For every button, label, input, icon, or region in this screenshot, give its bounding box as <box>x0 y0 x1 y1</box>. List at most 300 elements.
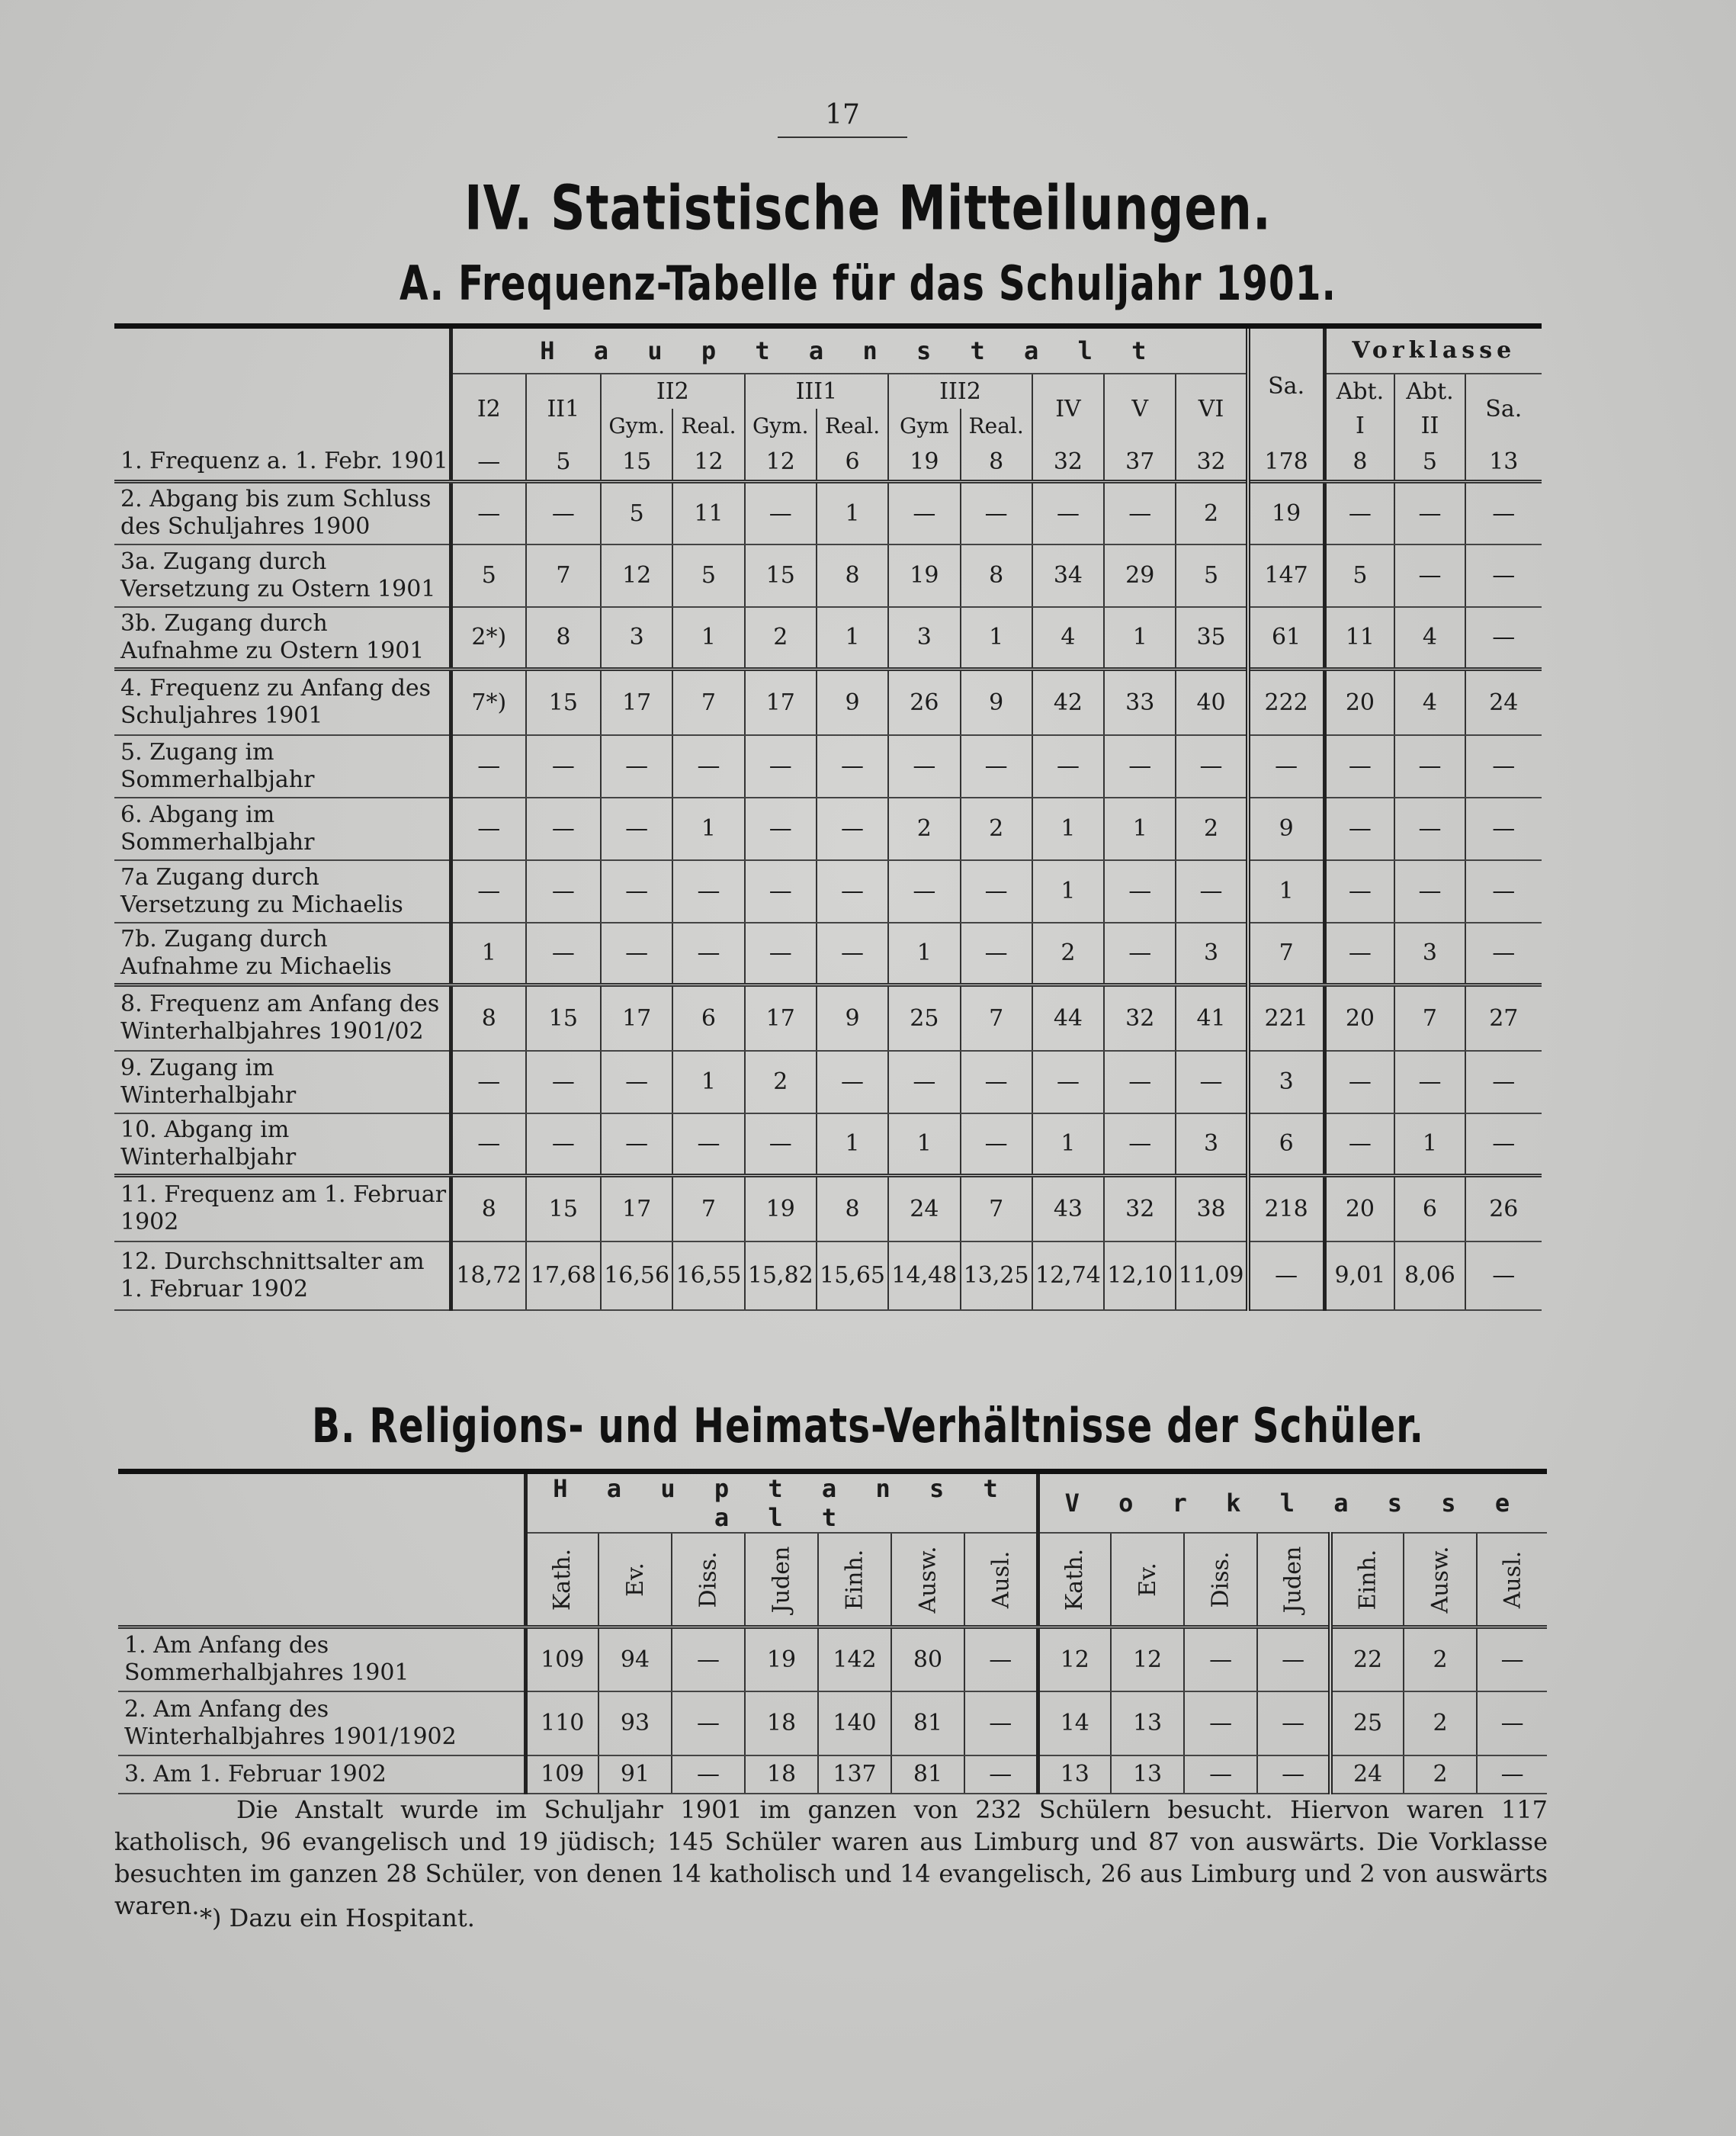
table-cell: 19 <box>745 1627 818 1691</box>
table-cell: 27 <box>1465 985 1542 1051</box>
table-cell: — <box>672 735 744 798</box>
table-cell: — <box>1184 1691 1257 1755</box>
table-cell: 5 <box>1176 544 1247 607</box>
table-cell: 1 <box>1248 860 1324 923</box>
table-cell: — <box>817 1051 888 1113</box>
table-cell: — <box>964 1755 1038 1794</box>
table-cell: — <box>745 860 817 923</box>
table-cell: — <box>451 798 525 860</box>
table-cell: — <box>1324 860 1394 923</box>
table-cell: 24 <box>1465 670 1542 735</box>
table-cell: 41 <box>1176 985 1247 1051</box>
table-cell: — <box>1465 544 1542 607</box>
table-cell: — <box>1104 860 1176 923</box>
table-cell: — <box>526 1051 601 1113</box>
table-cell: — <box>601 923 672 985</box>
table-cell: 15 <box>745 544 817 607</box>
table-cell: 1 <box>888 1113 960 1176</box>
table-row <box>114 735 1542 798</box>
row-label: 6. Abgang im Sommerhalbjahr <box>114 798 451 860</box>
row-label: 1. Frequenz a. 1. Febr. 1901 <box>114 444 451 482</box>
table-cell: — <box>601 860 672 923</box>
table-cell: — <box>817 735 888 798</box>
table-cell: — <box>1032 482 1104 544</box>
col-iii2: III2 <box>888 374 1032 409</box>
row-label: 7b. Zugang durch Aufnahme zu Michaelis <box>114 923 451 985</box>
table-cell: — <box>672 1113 744 1176</box>
table-cell: 91 <box>598 1755 672 1794</box>
table-cell: — <box>1324 798 1394 860</box>
table-cell: — <box>961 735 1032 798</box>
col-b-header <box>964 1533 1038 1627</box>
table-cell: 1 <box>961 607 1032 670</box>
table-cell: — <box>1176 1051 1247 1113</box>
table-cell: 5 <box>451 544 525 607</box>
table-cell: — <box>1465 1113 1542 1176</box>
table-cell: 15 <box>601 444 672 482</box>
table-b-corner <box>118 1472 525 1627</box>
table-cell: 8 <box>961 544 1032 607</box>
table-cell: — <box>1104 482 1176 544</box>
table-cell: 81 <box>891 1755 964 1794</box>
col-b-header-text: Juden <box>1279 1546 1307 1613</box>
row-label: 4. Frequenz zu Anfang des Schuljahres 1901 <box>114 670 451 735</box>
table-cell: — <box>1394 798 1465 860</box>
table-row <box>114 607 1542 670</box>
table-cell: 17 <box>601 670 672 735</box>
table-b-group-header <box>118 1472 1547 1534</box>
table-cell: 17,68 <box>526 1241 601 1310</box>
table-cell: — <box>1465 923 1542 985</box>
table-cell: 18 <box>745 1755 818 1794</box>
table-cell: 6 <box>817 444 888 482</box>
table-cell: — <box>451 444 525 482</box>
table-cell: 19 <box>888 444 960 482</box>
col-b-header <box>598 1533 672 1627</box>
table-cell: 8 <box>526 607 601 670</box>
table-cell: 1 <box>817 1113 888 1176</box>
table-cell: 43 <box>1032 1176 1104 1241</box>
footnote: *) Dazu ein Hospitant. <box>200 1903 475 1932</box>
table-cell: 7 <box>672 1176 744 1241</box>
table-cell: 17 <box>745 985 817 1051</box>
col-b-header <box>891 1533 964 1627</box>
col-b-header-text: Kath. <box>549 1548 576 1611</box>
row-label: 3b. Zugang durch Aufnahme zu Ostern 1901 <box>114 607 451 670</box>
table-row <box>118 1691 1547 1755</box>
table-cell: 2 <box>745 607 817 670</box>
table-cell: — <box>601 1051 672 1113</box>
table-cell: — <box>1176 735 1247 798</box>
table-cell: — <box>1104 1113 1176 1176</box>
table-cell: 11 <box>672 482 744 544</box>
table-cell: 13 <box>1038 1755 1111 1794</box>
table-cell: 26 <box>888 670 960 735</box>
table-cell: — <box>1248 735 1324 798</box>
table-cell: 178 <box>1248 444 1324 482</box>
table-cell: — <box>1324 1113 1394 1176</box>
table-cell: 13 <box>1111 1755 1184 1794</box>
table-cell: — <box>672 1755 745 1794</box>
col-abt1-num: I <box>1324 409 1394 444</box>
col-iii2-gym: Gym <box>888 409 960 444</box>
table-cell: 40 <box>1176 670 1247 735</box>
group-b-vorklasse: V o r k l a s s e <box>1038 1472 1547 1534</box>
table-cell: 2 <box>1176 482 1247 544</box>
table-row <box>114 1051 1542 1113</box>
col-b-header <box>818 1533 891 1627</box>
table-cell: 1 <box>672 607 744 670</box>
table-cell: — <box>817 860 888 923</box>
table-cell: 7 <box>526 544 601 607</box>
table-cell: — <box>745 735 817 798</box>
table-cell: — <box>672 860 744 923</box>
table-cell: 218 <box>1248 1176 1324 1241</box>
table-cell: 5 <box>1394 444 1465 482</box>
table-cell: — <box>451 1113 525 1176</box>
table-cell: 9 <box>1248 798 1324 860</box>
table-cell: — <box>1477 1755 1547 1794</box>
table-cell: — <box>1394 482 1465 544</box>
table-cell: 15 <box>526 1176 601 1241</box>
row-label: 10. Abgang im Winterhalbjahr <box>114 1113 451 1176</box>
col-iii1-real: Real. <box>817 409 888 444</box>
col-vi: VI <box>1176 374 1247 444</box>
table-cell: — <box>451 482 525 544</box>
col-b-header <box>1330 1533 1404 1627</box>
col-vsa: Sa. <box>1465 374 1542 444</box>
group-vorklasse: Vorklasse <box>1324 326 1542 374</box>
table-row <box>114 923 1542 985</box>
table-cell: 137 <box>818 1755 891 1794</box>
table-cell: 4 <box>1394 607 1465 670</box>
table-cell: 2 <box>1032 923 1104 985</box>
table-cell: 34 <box>1032 544 1104 607</box>
table-row <box>114 482 1542 544</box>
table-cell: 4 <box>1032 607 1104 670</box>
table-cell: 7 <box>1248 923 1324 985</box>
table-row <box>118 1755 1547 1794</box>
table-cell: — <box>1465 798 1542 860</box>
row-label: 1. Am Anfang des Sommerhalbjahres 1901 <box>118 1627 525 1691</box>
group-b-hauptanstalt: H a u p t a n s t a l t <box>525 1472 1038 1534</box>
table-cell: 1 <box>817 607 888 670</box>
table-cell: 5 <box>1324 544 1394 607</box>
col-iii2-real: Real. <box>961 409 1032 444</box>
table-cell: 1 <box>1032 860 1104 923</box>
table-cell: — <box>672 1627 745 1691</box>
col-b-header-text: Ausw. <box>914 1545 942 1614</box>
table-cell: 17 <box>745 670 817 735</box>
table-cell: 16,55 <box>672 1241 744 1310</box>
table-cell: 15 <box>526 985 601 1051</box>
table-cell: 147 <box>1248 544 1324 607</box>
table-cell: — <box>1394 1051 1465 1113</box>
table-row <box>114 1113 1542 1176</box>
table-cell: — <box>1324 482 1394 544</box>
table-cell: 15,82 <box>745 1241 817 1310</box>
table-row <box>114 985 1542 1051</box>
col-b-header <box>672 1533 745 1627</box>
table-a-body <box>114 444 1542 1310</box>
table-cell: 20 <box>1324 670 1394 735</box>
row-label: 11. Frequenz am 1. Februar 1902 <box>114 1176 451 1241</box>
table-cell: 16,56 <box>601 1241 672 1310</box>
table-cell: — <box>745 798 817 860</box>
table-cell: — <box>888 1051 960 1113</box>
table-cell: — <box>1465 1051 1542 1113</box>
table-cell: — <box>451 1051 525 1113</box>
table-cell: — <box>1465 607 1542 670</box>
table-cell: 13 <box>1111 1691 1184 1755</box>
table-cell: — <box>1465 1241 1542 1310</box>
table-cell: — <box>961 923 1032 985</box>
table-cell: 3 <box>601 607 672 670</box>
table-cell: 26 <box>1465 1176 1542 1241</box>
table-a-group-header <box>114 326 1542 374</box>
table-cell: 17 <box>601 1176 672 1241</box>
table-cell: 4 <box>1394 670 1465 735</box>
row-label: 3a. Zugang durch Versetzung zu Ostern 1901 <box>114 544 451 607</box>
table-cell: 8 <box>817 544 888 607</box>
table-cell: 19 <box>745 1176 817 1241</box>
table-row <box>114 444 1542 482</box>
table-cell: 38 <box>1176 1176 1247 1241</box>
table-cell: 12 <box>672 444 744 482</box>
table-cell: — <box>451 860 525 923</box>
col-b-header-text: Einh. <box>1354 1549 1381 1610</box>
page-number: 17 <box>778 99 907 138</box>
table-cell: 2 <box>745 1051 817 1113</box>
table-cell: — <box>961 860 1032 923</box>
col-b-header <box>525 1533 598 1627</box>
table-cell: 5 <box>526 444 601 482</box>
table-cell: 24 <box>1330 1755 1404 1794</box>
table-cell: 1 <box>1032 1113 1104 1176</box>
table-cell: 3 <box>1176 923 1247 985</box>
table-cell: — <box>526 860 601 923</box>
table-cell: 2 <box>1176 798 1247 860</box>
table-cell: — <box>1465 860 1542 923</box>
table-cell: 3 <box>1248 1051 1324 1113</box>
table-cell: 1 <box>888 923 960 985</box>
col-ii1: II1 <box>526 374 601 444</box>
table-row <box>118 1627 1547 1691</box>
row-label: 5. Zugang im Sommerhalbjahr <box>114 735 451 798</box>
col-ii2: II2 <box>601 374 745 409</box>
col-sa: Sa. <box>1248 326 1324 444</box>
table-cell: — <box>451 735 525 798</box>
table-cell: — <box>961 482 1032 544</box>
table-cell: — <box>1176 860 1247 923</box>
table-cell: 1 <box>672 798 744 860</box>
table-cell: — <box>888 860 960 923</box>
table-cell: — <box>1257 1627 1330 1691</box>
table-cell: 1 <box>1104 607 1176 670</box>
table-cell: 81 <box>891 1691 964 1755</box>
table-cell: 5 <box>672 544 744 607</box>
col-b-header <box>745 1533 818 1627</box>
table-cell: — <box>1477 1627 1547 1691</box>
table-cell: 12,10 <box>1104 1241 1176 1310</box>
table-cell: — <box>964 1627 1038 1691</box>
table-cell: 7 <box>961 1176 1032 1241</box>
table-cell: 29 <box>1104 544 1176 607</box>
col-b-header <box>1477 1533 1547 1627</box>
col-ii2-real: Real. <box>672 409 744 444</box>
col-abt1: Abt. <box>1324 374 1394 409</box>
table-cell: — <box>1324 923 1394 985</box>
summary-paragraph <box>114 1794 1548 1922</box>
table-cell: 20 <box>1324 985 1394 1051</box>
table-cell: — <box>601 735 672 798</box>
table-cell: — <box>1184 1755 1257 1794</box>
table-cell: 8 <box>817 1176 888 1241</box>
table-cell: 7 <box>961 985 1032 1051</box>
table-cell: 12 <box>745 444 817 482</box>
table-cell: 8 <box>451 1176 525 1241</box>
table-cell: 32 <box>1032 444 1104 482</box>
table-cell: 35 <box>1176 607 1247 670</box>
row-label: 12. Durchschnittsalter am 1. Februar 1902 <box>114 1241 451 1310</box>
table-cell: — <box>745 923 817 985</box>
table-cell: 5 <box>601 482 672 544</box>
table-cell: — <box>601 1113 672 1176</box>
table-cell: — <box>1184 1627 1257 1691</box>
table-cell: 42 <box>1032 670 1104 735</box>
table-cell: 1 <box>451 923 525 985</box>
table-cell: — <box>1104 1051 1176 1113</box>
table-cell: 13 <box>1465 444 1542 482</box>
table-cell: 22 <box>1330 1627 1404 1691</box>
table-cell: 13,25 <box>961 1241 1032 1310</box>
table-cell: 11,09 <box>1176 1241 1247 1310</box>
main-title: IV. Statistische Mitteilungen. <box>464 172 1272 245</box>
col-b-header <box>1257 1533 1330 1627</box>
table-cell: 1 <box>1394 1113 1465 1176</box>
table-cell: 37 <box>1104 444 1176 482</box>
table-cell: — <box>961 1113 1032 1176</box>
table-cell: 3 <box>1394 923 1465 985</box>
table-row <box>114 670 1542 735</box>
col-b-header-text: Ev. <box>1134 1562 1161 1597</box>
table-cell: — <box>1104 735 1176 798</box>
table-cell: — <box>526 482 601 544</box>
table-cell: 2 <box>961 798 1032 860</box>
table-cell: — <box>1394 735 1465 798</box>
row-label: 9. Zugang im Winterhalbjahr <box>114 1051 451 1113</box>
table-cell: 14 <box>1038 1691 1111 1755</box>
col-abt2-num: II <box>1394 409 1465 444</box>
col-b-header <box>1038 1533 1111 1627</box>
group-hauptanstalt: H a u p t a n s t a l t <box>451 326 1247 374</box>
table-cell: 142 <box>818 1627 891 1691</box>
table-row <box>114 798 1542 860</box>
table-cell: 2 <box>1404 1627 1477 1691</box>
col-iv: IV <box>1032 374 1104 444</box>
row-label: 7a Zugang durch Versetzung zu Michaelis <box>114 860 451 923</box>
table-cell: — <box>672 1691 745 1755</box>
table-cell: 6 <box>672 985 744 1051</box>
section-b-title: B. Religions- und Heimats-Verhältnisse der Schüler. <box>312 1398 1424 1453</box>
table-cell: 2 <box>1404 1755 1477 1794</box>
table-cell: 1 <box>817 482 888 544</box>
table-cell: 15 <box>526 670 601 735</box>
table-cell: 222 <box>1248 670 1324 735</box>
table-cell: — <box>1324 1051 1394 1113</box>
col-b-header <box>1111 1533 1184 1627</box>
table-cell: 2 <box>888 798 960 860</box>
table-cell: — <box>817 798 888 860</box>
table-a-corner <box>114 326 451 444</box>
table-cell: 94 <box>598 1627 672 1691</box>
table-cell: — <box>1465 735 1542 798</box>
col-v: V <box>1104 374 1176 444</box>
table-cell: 7 <box>1394 985 1465 1051</box>
table-cell: 33 <box>1104 670 1176 735</box>
table-cell: — <box>1465 482 1542 544</box>
table-cell: 32 <box>1104 985 1176 1051</box>
table-cell: — <box>745 482 817 544</box>
table-cell: 32 <box>1176 444 1247 482</box>
table-cell: 8,06 <box>1394 1241 1465 1310</box>
col-i2: I2 <box>451 374 525 444</box>
table-cell: 109 <box>525 1755 598 1794</box>
col-iii1: III1 <box>745 374 889 409</box>
row-label: 2. Abgang bis zum Schluss des Schuljahres 1900 <box>114 482 451 544</box>
table-cell: — <box>1257 1755 1330 1794</box>
table-cell: 8 <box>451 985 525 1051</box>
table-cell: 18 <box>745 1691 818 1755</box>
table-cell: 61 <box>1248 607 1324 670</box>
table-cell: — <box>1324 735 1394 798</box>
table-cell: 9 <box>817 985 888 1051</box>
table-row <box>114 1241 1542 1310</box>
table-cell: — <box>745 1113 817 1176</box>
table-cell: 9 <box>817 670 888 735</box>
col-b-header-text: Ausw. <box>1426 1545 1454 1614</box>
table-cell: — <box>1394 860 1465 923</box>
table-cell: 12 <box>601 544 672 607</box>
table-cell: 25 <box>888 985 960 1051</box>
table-cell: — <box>1477 1691 1547 1755</box>
col-abt2: Abt. <box>1394 374 1465 409</box>
table-cell: 17 <box>601 985 672 1051</box>
table-cell: 19 <box>888 544 960 607</box>
table-cell: — <box>1104 923 1176 985</box>
religion-table <box>118 1469 1547 1794</box>
col-b-header-text: Einh. <box>841 1549 868 1610</box>
table-cell: 32 <box>1104 1176 1176 1241</box>
table-cell: 12,74 <box>1032 1241 1104 1310</box>
table-cell: 15,65 <box>817 1241 888 1310</box>
col-iii1-gym: Gym. <box>745 409 817 444</box>
table-cell: — <box>526 798 601 860</box>
table-cell: 1 <box>1032 798 1104 860</box>
table-cell: 221 <box>1248 985 1324 1051</box>
col-b-header <box>1184 1533 1257 1627</box>
table-cell: 44 <box>1032 985 1104 1051</box>
col-b-header-text: Diss. <box>695 1551 722 1608</box>
col-b-header-text: Ausl. <box>1499 1550 1526 1608</box>
table-cell: 9,01 <box>1324 1241 1394 1310</box>
section-a-title: A. Frequenz-Tabelle für das Schuljahr 1901. <box>400 255 1336 311</box>
table-cell: 93 <box>598 1691 672 1755</box>
table-cell: 12 <box>1038 1627 1111 1691</box>
table-cell: 14,48 <box>888 1241 960 1310</box>
table-cell: 1 <box>1104 798 1176 860</box>
table-row <box>114 544 1542 607</box>
